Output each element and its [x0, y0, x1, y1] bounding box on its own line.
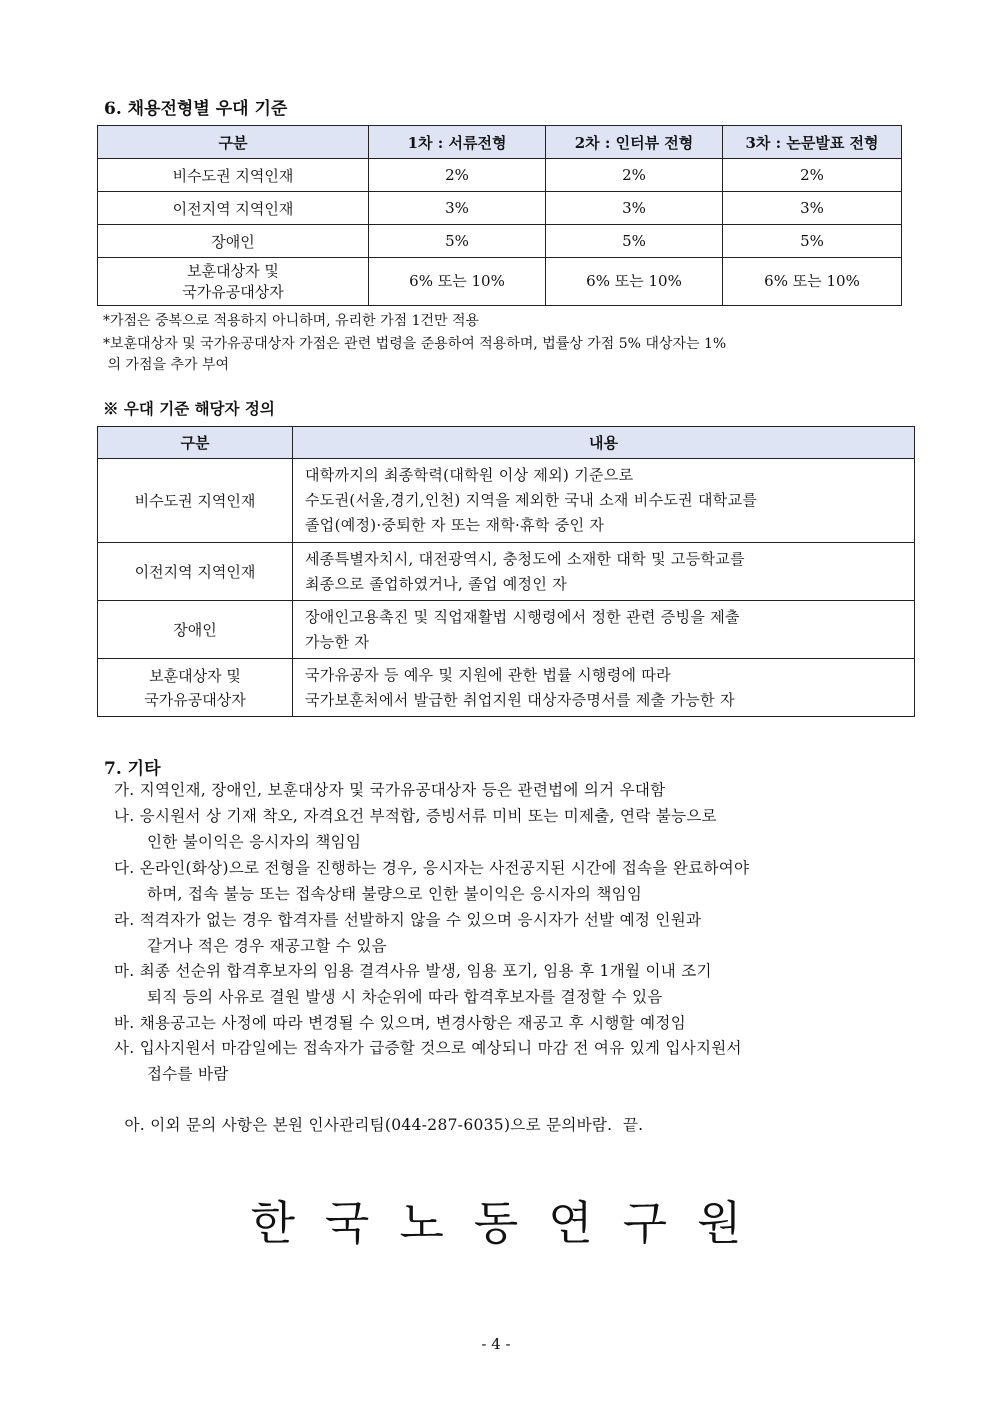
item-line: 접수를 바람	[147, 1064, 229, 1083]
row-value: 2%	[723, 159, 902, 192]
list-item	[114, 856, 904, 907]
content-line: 국가보훈처에서 발급한 취업지원 대상자증명서를 제출 가능한 자	[305, 690, 735, 709]
list-item	[114, 959, 904, 1010]
note-line: 의 가점을 추가 부여	[103, 357, 229, 373]
list-item	[114, 778, 904, 804]
row-value: 6% 또는 10%	[723, 258, 902, 306]
section-6-title: 6. 채용전형별 우대 기준	[104, 99, 288, 119]
item-line: 퇴직 등의 사유로 결원 발생 시 차순위에 따라 합격후보자를 결정할 수 있음	[147, 987, 663, 1006]
item-line: 나. 응시원서 상 기재 착오, 자격요건 부적합, 증빙서류 미비 또는 미제출, 연락 불능으로	[114, 807, 717, 825]
note-veterans	[103, 334, 903, 376]
list-item	[114, 1087, 904, 1138]
section-7-title: 7. 기타	[104, 759, 161, 779]
row-category-line: 보훈대상자 및	[149, 666, 241, 685]
row-value: 2%	[546, 159, 723, 192]
note-no-duplicate: *가점은 중복으로 적용하지 아니하며, 유리한 가점 1건만 적용	[103, 313, 480, 329]
content-line: 세종특별자치시, 대전광역시, 충청도에 소재한 대학 및 고등학교를	[305, 549, 745, 568]
table-header-row	[98, 126, 902, 159]
header-round3: 3차 : 논문발표 전형	[723, 126, 902, 159]
content-line: 수도권(서울,경기,인천) 지역을 제외한 국내 소재 비수도권 대학교를	[305, 491, 758, 509]
table-row	[98, 601, 915, 659]
list-item	[114, 804, 904, 855]
content-line: 대학까지의 최종학력(대학원 이상 제외) 기준으로	[305, 466, 634, 484]
item-line: 가. 지역인재, 장애인, 보훈대상자 및 국가유공대상자 등은 관련법에 의거 우대함	[114, 781, 666, 799]
note-line: *보훈대상자 및 국가유공대상자 가점은 관련 법령을 준용하여 적용하며, 법률상 가점 5% 대상자는 1%	[103, 336, 727, 352]
row-value: 5%	[369, 225, 546, 258]
item-line: 라. 적격자가 없는 경우 합격자를 선발하지 않을 수 있으며 응시자가 선발 예정 인원과	[114, 911, 702, 929]
table-row	[98, 459, 915, 543]
preference-table	[97, 125, 902, 306]
list-item	[114, 908, 904, 959]
table-row	[98, 192, 902, 225]
table-row	[98, 159, 902, 192]
header-content: 내용	[293, 427, 915, 459]
content-line: 최종으로 졸업하였거나, 졸업 예정인 자	[305, 574, 567, 593]
organization-name: 한국노동연구원	[250, 1196, 772, 1250]
item-line: 사. 입사지원서 마감일에는 접속자가 급증할 것으로 예상되니 마감 전 여유 있게 입사지원서	[114, 1039, 742, 1057]
content-line: 졸업(예정)·중퇴한 자 또는 재학·휴학 중인 자	[305, 516, 605, 534]
table-row	[98, 225, 902, 258]
row-category: 비수도권 지역인재	[98, 159, 369, 192]
header-round2: 2차 : 인터뷰 전형	[546, 126, 723, 159]
list-item	[114, 1036, 904, 1087]
row-value: 5%	[723, 225, 902, 258]
item-line: 인한 불이익은 응시자의 책임임	[147, 832, 362, 851]
table-header-row	[98, 427, 915, 459]
row-content	[293, 459, 915, 543]
row-value: 3%	[369, 192, 546, 225]
definitions-title: ※ 우대 기준 해당자 정의	[103, 399, 275, 418]
row-category: 장애인	[98, 601, 293, 659]
row-category	[98, 258, 369, 306]
row-value: 5%	[546, 225, 723, 258]
row-category: 비수도권 지역인재	[98, 459, 293, 543]
content-line: 가능한 자	[305, 632, 370, 651]
item-line: 다. 온라인(화상)으로 전형을 진행하는 경우, 응시자는 사전공지된 시간에 접속을 완료하여야	[114, 859, 750, 877]
table-row	[98, 543, 915, 601]
item-line: 아. 이외 문의 사항은 본원 인사관리팀(044-287-6035)으로 문의바람. 끝.	[124, 1115, 644, 1134]
row-content	[293, 601, 915, 659]
item-line: 하며, 접속 불능 또는 접속상태 불량으로 인한 불이익은 응시자의 책임임	[147, 884, 643, 903]
table-row	[98, 258, 902, 306]
row-category: 이전지역 지역인재	[98, 192, 369, 225]
row-value: 6% 또는 10%	[369, 258, 546, 306]
row-value: 2%	[369, 159, 546, 192]
row-value: 3%	[546, 192, 723, 225]
row-category	[98, 659, 293, 717]
row-category: 장애인	[98, 225, 369, 258]
item-line: 바. 채용공고는 사정에 따라 변경될 수 있으며, 변경사항은 재공고 후 시행할 예정임	[114, 1014, 686, 1032]
row-value: 6% 또는 10%	[546, 258, 723, 306]
header-category: 구분	[98, 427, 293, 459]
definitions-table	[97, 426, 915, 717]
row-category-line: 국가유공대상자	[144, 690, 246, 709]
item-line: 같거나 적은 경우 재공고할 수 있음	[147, 936, 387, 955]
header-category: 구분	[98, 126, 369, 159]
content-line: 국가유공자 등 예우 및 지원에 관한 법률 시행령에 따라	[305, 665, 671, 684]
page-number: - 4 -	[481, 1335, 511, 1353]
header-round1: 1차 : 서류전형	[369, 126, 546, 159]
table-row	[98, 659, 915, 717]
item-line: 마. 최종 선순위 합격후보자의 임용 결격사유 발생, 임용 포기, 임용 후 1개월 이내 조기	[114, 962, 712, 980]
row-category-line: 보훈대상자 및	[187, 261, 279, 280]
row-content	[293, 543, 915, 601]
row-category-line: 국가유공대상자	[182, 282, 284, 301]
row-category: 이전지역 지역인재	[98, 543, 293, 601]
row-value: 3%	[723, 192, 902, 225]
row-content	[293, 659, 915, 717]
content-line: 장애인고용촉진 및 직업재활법 시행령에서 정한 관련 증빙을 제출	[305, 607, 740, 626]
list-item	[114, 1011, 904, 1037]
